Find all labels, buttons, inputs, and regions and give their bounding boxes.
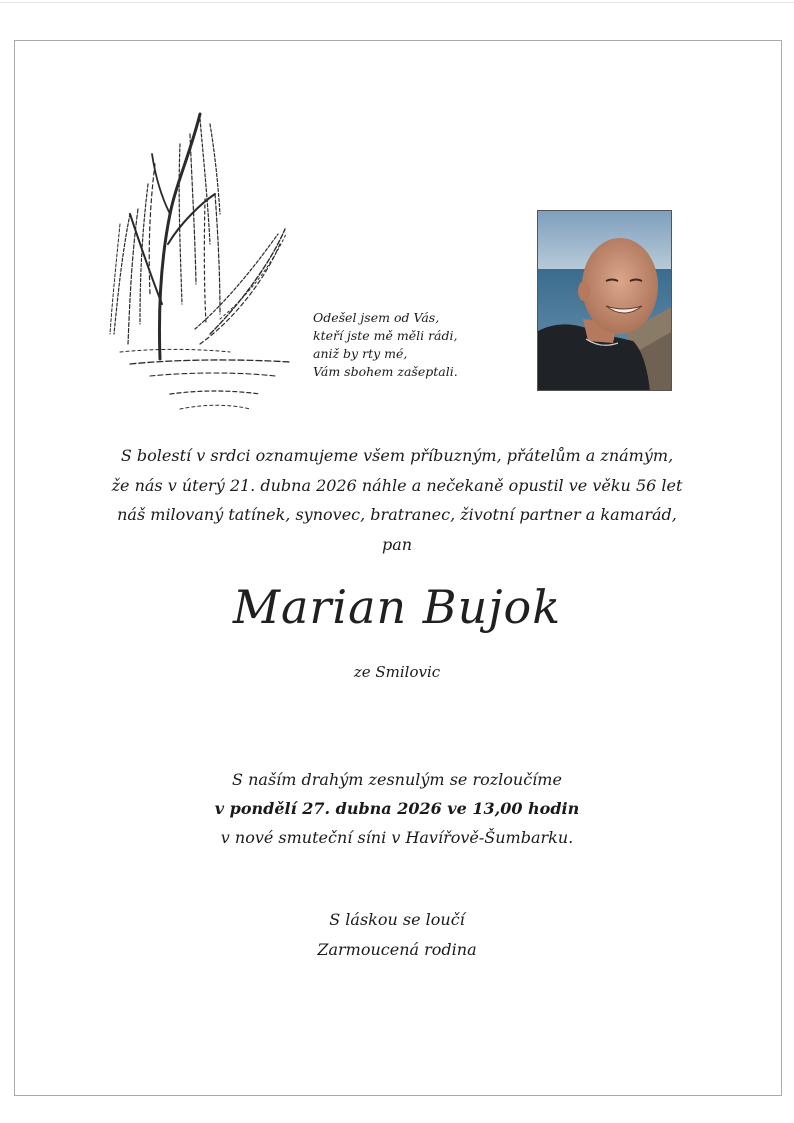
portrait-photo <box>537 210 672 391</box>
willow-tree-illustration <box>100 104 300 424</box>
farewell-info <box>60 765 734 852</box>
announcement-line-pan: pan <box>381 534 413 554</box>
poem-line: Odešel jsem od Vás, <box>313 310 440 325</box>
scan-edge-line <box>0 2 794 3</box>
poem-line: aniž by rty mé, <box>313 346 408 361</box>
signature <box>60 905 734 965</box>
poem-line: kteří jste mě měli rádi, <box>313 328 458 343</box>
announcement <box>60 441 734 559</box>
deceased-origin: ze Smilovic <box>353 663 441 681</box>
deceased-name: Marian Bujok <box>232 580 562 634</box>
poem <box>313 309 513 381</box>
announcement-line: náš milovaný tatínek, synovec, bratranec, životní partner a kamarád, <box>117 505 677 524</box>
announcement-line: S bolestí v srdci oznamujeme všem příbuzným, přátelům a známým, <box>120 446 674 465</box>
farewell-line: S naším drahým zesnulým se rozloučíme <box>232 770 562 789</box>
farewell-place: v nové smuteční síni v Havířově-Šumbarku. <box>220 828 574 847</box>
farewell-datetime: v pondělí 27. dubna 2026 ve 13,00 hodin <box>214 799 580 818</box>
announcement-line: že nás v úterý 21. dubna 2026 náhle a nečekaně opustil ve věku 56 let <box>111 475 683 495</box>
signature-family: Zarmoucená rodina <box>317 940 477 959</box>
poem-line: Vám sbohem zašeptali. <box>313 364 458 379</box>
signature-line: S láskou se loučí <box>329 910 465 929</box>
